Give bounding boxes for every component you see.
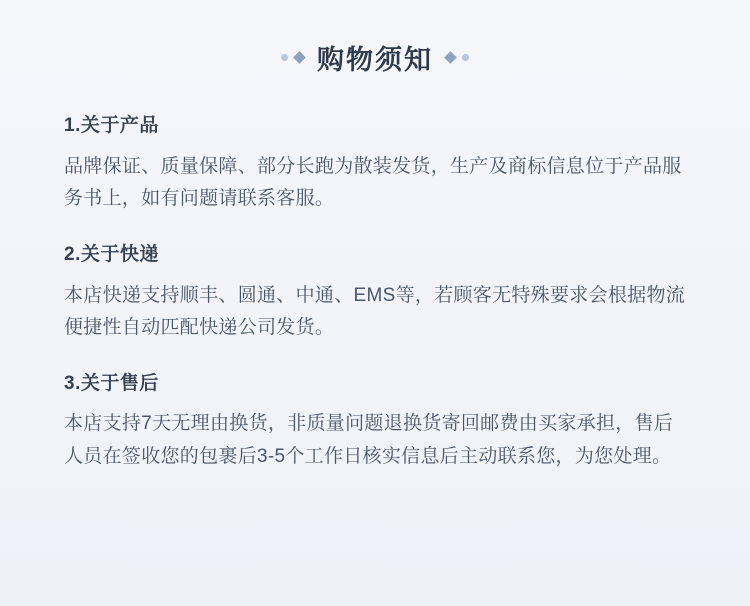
diamond-icon (444, 51, 457, 64)
section-after-sales (64, 371, 686, 474)
page-title-row (64, 0, 686, 87)
dot-icon (281, 54, 288, 61)
section-body: 本店支持7天无理由换货，非质量问题退换货寄回邮费由买家承担，售后人员在签收您的包裹后3-5个工作日核实信息后主动联系您，为您处理。 (64, 413, 674, 468)
title-decoration-left (281, 53, 304, 62)
section-heading: 1.关于产品 (64, 115, 159, 136)
page-title: 购物须知 (317, 45, 433, 75)
dot-icon (462, 54, 469, 61)
section-heading: 3.关于售后 (64, 372, 159, 394)
title-decoration-right (446, 53, 469, 62)
diamond-icon (293, 51, 306, 64)
section-shipping (64, 242, 686, 345)
section-body: 品牌保证、质量保障、部分长跑为散装发货，生产及商标信息位于产品服务书上，如有问题请联系客服。 (64, 155, 682, 210)
section-product (64, 113, 686, 216)
section-heading: 2.关于快递 (64, 243, 159, 265)
section-body: 本店快递支持顺丰、圆通、中通、EMS等，若顾客无特殊要求会根据物流便捷性自动匹配快递公司发货。 (64, 284, 686, 339)
